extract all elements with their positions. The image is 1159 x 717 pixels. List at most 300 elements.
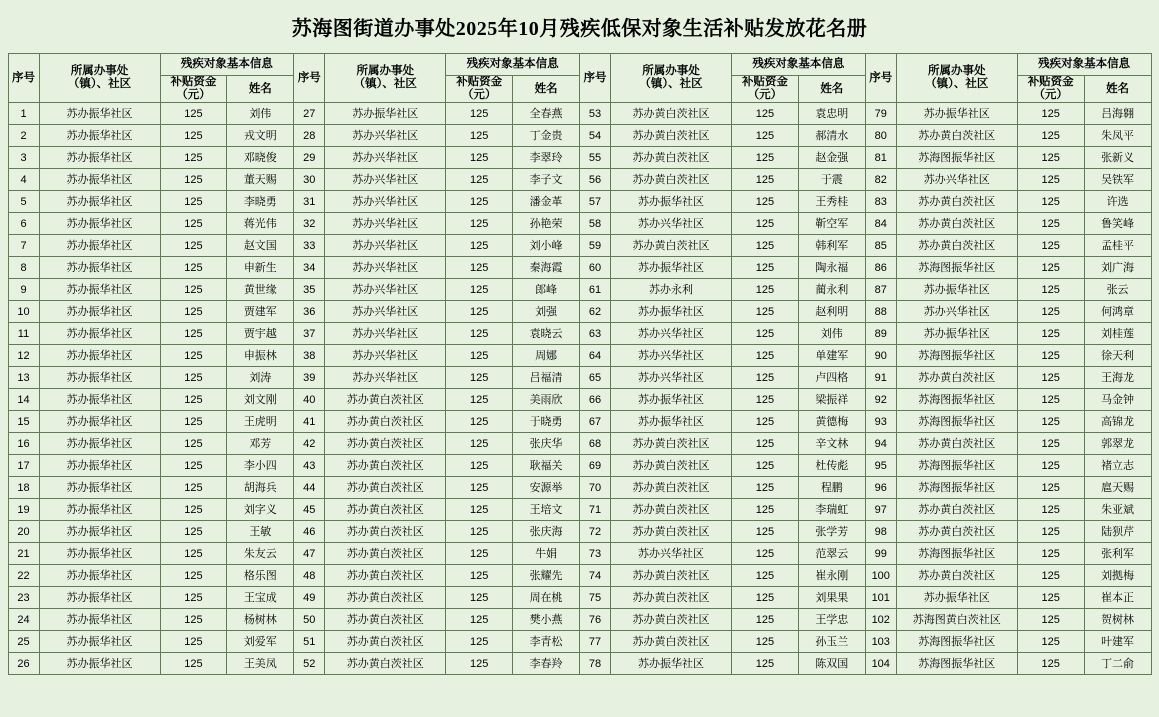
cell-amount-4: 125 — [1017, 213, 1084, 235]
cell-org-1: 苏办振华社区 — [39, 213, 160, 235]
cell-amount-1: 125 — [160, 499, 227, 521]
cell-amount-4: 125 — [1017, 411, 1084, 433]
cell-index-2: 50 — [294, 609, 325, 631]
cell-index-1: 10 — [8, 301, 39, 323]
table-row — [8, 389, 1151, 411]
cell-index-4: 104 — [865, 653, 896, 675]
cell-index-2: 32 — [294, 213, 325, 235]
header-group-1: 残疾对象基本信息 — [160, 54, 294, 76]
table-row — [8, 279, 1151, 301]
cell-index-2: 48 — [294, 565, 325, 587]
cell-org-4: 苏海图振华社区 — [896, 147, 1017, 169]
cell-index-2: 39 — [294, 367, 325, 389]
cell-name-1: 申振林 — [227, 345, 294, 367]
cell-index-1: 26 — [8, 653, 39, 675]
cell-name-2: 李子文 — [513, 169, 580, 191]
cell-org-2: 苏办兴华社区 — [325, 279, 446, 301]
cell-name-4: 高锦龙 — [1084, 411, 1151, 433]
cell-amount-2: 125 — [446, 653, 513, 675]
cell-name-1: 李晓勇 — [227, 191, 294, 213]
cell-amount-1: 125 — [160, 103, 227, 125]
cell-amount-4: 125 — [1017, 323, 1084, 345]
cell-name-1: 格乐图 — [227, 565, 294, 587]
cell-name-3: 赵金强 — [798, 147, 865, 169]
cell-index-3: 55 — [580, 147, 611, 169]
cell-amount-4: 125 — [1017, 103, 1084, 125]
cell-amount-4: 125 — [1017, 565, 1084, 587]
cell-amount-1: 125 — [160, 631, 227, 653]
cell-amount-3: 125 — [732, 411, 799, 433]
cell-index-1: 12 — [8, 345, 39, 367]
cell-amount-4: 125 — [1017, 499, 1084, 521]
cell-name-1: 董天赐 — [227, 169, 294, 191]
cell-name-3: 蔺永利 — [798, 279, 865, 301]
table-row — [8, 455, 1151, 477]
cell-org-3: 苏办兴华社区 — [611, 543, 732, 565]
cell-org-3: 苏办兴华社区 — [611, 213, 732, 235]
cell-org-2: 苏办黄白茨社区 — [325, 587, 446, 609]
cell-amount-3: 125 — [732, 653, 799, 675]
cell-name-4: 吴铁军 — [1084, 169, 1151, 191]
cell-org-3: 苏办振华社区 — [611, 191, 732, 213]
cell-org-4: 苏海图振华社区 — [896, 257, 1017, 279]
cell-org-4: 苏办黄白茨社区 — [896, 499, 1017, 521]
cell-index-4: 96 — [865, 477, 896, 499]
cell-org-1: 苏办振华社区 — [39, 345, 160, 367]
cell-name-3: 张学芳 — [798, 521, 865, 543]
cell-amount-2: 125 — [446, 455, 513, 477]
cell-name-3: 杜传彪 — [798, 455, 865, 477]
cell-name-2: 王培文 — [513, 499, 580, 521]
header-group-3: 残疾对象基本信息 — [732, 54, 866, 76]
header-amount-line2-2: （元） — [461, 89, 497, 102]
cell-index-2: 45 — [294, 499, 325, 521]
cell-index-4: 93 — [865, 411, 896, 433]
table-row — [8, 477, 1151, 499]
cell-org-3: 苏办永利 — [611, 279, 732, 301]
cell-amount-1: 125 — [160, 257, 227, 279]
table-body — [8, 103, 1151, 675]
cell-amount-1: 125 — [160, 323, 227, 345]
cell-index-1: 25 — [8, 631, 39, 653]
cell-name-2: 吕福清 — [513, 367, 580, 389]
cell-index-2: 42 — [294, 433, 325, 455]
cell-amount-1: 125 — [160, 235, 227, 257]
cell-org-1: 苏办振华社区 — [39, 433, 160, 455]
cell-index-4: 101 — [865, 587, 896, 609]
cell-amount-2: 125 — [446, 389, 513, 411]
cell-amount-2: 125 — [446, 345, 513, 367]
cell-org-3: 苏办黄白茨社区 — [611, 521, 732, 543]
cell-org-3: 苏办黄白茨社区 — [611, 499, 732, 521]
header-name-2: 姓名 — [513, 76, 580, 103]
header-org-2 — [325, 54, 446, 103]
cell-index-1: 15 — [8, 411, 39, 433]
cell-name-2: 耿福关 — [513, 455, 580, 477]
table-row — [8, 345, 1151, 367]
cell-name-2: 安源举 — [513, 477, 580, 499]
cell-index-3: 57 — [580, 191, 611, 213]
cell-amount-1: 125 — [160, 543, 227, 565]
cell-index-3: 78 — [580, 653, 611, 675]
cell-org-1: 苏办振华社区 — [39, 477, 160, 499]
cell-index-2: 51 — [294, 631, 325, 653]
cell-name-1: 贾建军 — [227, 301, 294, 323]
cell-name-3: 崔永刚 — [798, 565, 865, 587]
cell-index-2: 30 — [294, 169, 325, 191]
cell-amount-2: 125 — [446, 147, 513, 169]
cell-org-4: 苏办黄白茨社区 — [896, 125, 1017, 147]
cell-name-4: 王海龙 — [1084, 367, 1151, 389]
header-org-line2-1: （镇）、社区 — [67, 78, 132, 91]
cell-name-3: 李瑞虹 — [798, 499, 865, 521]
cell-org-1: 苏办振华社区 — [39, 411, 160, 433]
cell-org-4: 苏办振华社区 — [896, 279, 1017, 301]
cell-name-3: 刘果果 — [798, 587, 865, 609]
cell-amount-3: 125 — [732, 587, 799, 609]
cell-index-4: 84 — [865, 213, 896, 235]
cell-index-3: 61 — [580, 279, 611, 301]
cell-org-3: 苏办黄白茨社区 — [611, 565, 732, 587]
cell-amount-3: 125 — [732, 609, 799, 631]
cell-name-1: 刘涛 — [227, 367, 294, 389]
cell-name-2: 袁晓云 — [513, 323, 580, 345]
header-group-2: 残疾对象基本信息 — [446, 54, 580, 76]
cell-index-1: 4 — [8, 169, 39, 191]
cell-name-2: 秦海霞 — [513, 257, 580, 279]
cell-org-2: 苏办兴华社区 — [325, 169, 446, 191]
cell-amount-4: 125 — [1017, 521, 1084, 543]
cell-name-2: 樊小燕 — [513, 609, 580, 631]
table-row — [8, 565, 1151, 587]
cell-index-2: 31 — [294, 191, 325, 213]
cell-amount-4: 125 — [1017, 257, 1084, 279]
header-group-4: 残疾对象基本信息 — [1017, 54, 1151, 76]
cell-index-4: 99 — [865, 543, 896, 565]
table-row — [8, 609, 1151, 631]
header-amount-3 — [732, 76, 799, 103]
table-row — [8, 543, 1151, 565]
cell-index-3: 56 — [580, 169, 611, 191]
cell-org-3: 苏办黄白茨社区 — [611, 609, 732, 631]
cell-name-2: 丁金贵 — [513, 125, 580, 147]
cell-org-2: 苏办兴华社区 — [325, 345, 446, 367]
cell-amount-1: 125 — [160, 455, 227, 477]
cell-name-3: 韩利军 — [798, 235, 865, 257]
cell-amount-2: 125 — [446, 103, 513, 125]
cell-amount-2: 125 — [446, 301, 513, 323]
cell-index-4: 87 — [865, 279, 896, 301]
cell-amount-1: 125 — [160, 587, 227, 609]
cell-org-1: 苏办振华社区 — [39, 521, 160, 543]
cell-name-3: 靳空军 — [798, 213, 865, 235]
cell-name-3: 梁振祥 — [798, 389, 865, 411]
cell-index-4: 86 — [865, 257, 896, 279]
cell-index-2: 49 — [294, 587, 325, 609]
cell-org-4: 苏办黄白茨社区 — [896, 433, 1017, 455]
cell-amount-3: 125 — [732, 147, 799, 169]
cell-org-4: 苏办兴华社区 — [896, 301, 1017, 323]
cell-org-1: 苏办振华社区 — [39, 367, 160, 389]
table-row — [8, 411, 1151, 433]
cell-org-4: 苏海图振华社区 — [896, 345, 1017, 367]
cell-name-3: 卢四格 — [798, 367, 865, 389]
cell-org-4: 苏办黄白茨社区 — [896, 367, 1017, 389]
header-amount-line2-3: （元） — [747, 89, 783, 102]
cell-amount-3: 125 — [732, 323, 799, 345]
cell-org-1: 苏办振华社区 — [39, 323, 160, 345]
table-row — [8, 521, 1151, 543]
header-amount-line2-4: （元） — [1033, 89, 1068, 102]
cell-name-1: 戎文明 — [227, 125, 294, 147]
cell-org-2: 苏办黄白茨社区 — [325, 609, 446, 631]
cell-org-3: 苏办黄白茨社区 — [611, 169, 732, 191]
cell-org-3: 苏办振华社区 — [611, 257, 732, 279]
cell-index-4: 95 — [865, 455, 896, 477]
header-name-3: 姓名 — [798, 76, 865, 103]
cell-amount-4: 125 — [1017, 147, 1084, 169]
table-row — [8, 103, 1151, 125]
cell-name-4: 吕海翱 — [1084, 103, 1151, 125]
cell-name-2: 于晓勇 — [513, 411, 580, 433]
cell-org-3: 苏办黄白茨社区 — [611, 433, 732, 455]
header-org-line2-2: （镇）、社区 — [353, 78, 417, 91]
cell-amount-2: 125 — [446, 587, 513, 609]
cell-index-1: 13 — [8, 367, 39, 389]
cell-name-1: 王敏 — [227, 521, 294, 543]
cell-amount-1: 125 — [160, 477, 227, 499]
cell-amount-2: 125 — [446, 477, 513, 499]
cell-org-1: 苏办振华社区 — [39, 191, 160, 213]
cell-index-2: 52 — [294, 653, 325, 675]
cell-org-3: 苏办黄白茨社区 — [611, 587, 732, 609]
cell-amount-2: 125 — [446, 499, 513, 521]
cell-org-2: 苏办兴华社区 — [325, 147, 446, 169]
cell-org-3: 苏办振华社区 — [611, 411, 732, 433]
cell-name-3: 郝清水 — [798, 125, 865, 147]
cell-name-2: 孙艳荣 — [513, 213, 580, 235]
table-row — [8, 125, 1151, 147]
cell-name-3: 陶永福 — [798, 257, 865, 279]
cell-name-2: 牛娟 — [513, 543, 580, 565]
cell-amount-2: 125 — [446, 191, 513, 213]
cell-org-3: 苏办兴华社区 — [611, 345, 732, 367]
header-amount-line1-1: 补贴资金 — [170, 76, 217, 88]
cell-name-2: 李翠玲 — [513, 147, 580, 169]
cell-org-1: 苏办振华社区 — [39, 455, 160, 477]
header-org-4 — [896, 54, 1017, 103]
cell-name-1: 刘伟 — [227, 103, 294, 125]
cell-amount-4: 125 — [1017, 543, 1084, 565]
cell-amount-1: 125 — [160, 565, 227, 587]
cell-name-1: 朱友云 — [227, 543, 294, 565]
header-amount-line1-4: 补贴资金 — [1027, 76, 1074, 88]
cell-name-4: 陆狈芹 — [1084, 521, 1151, 543]
cell-org-1: 苏办振华社区 — [39, 147, 160, 169]
cell-name-4: 孟桂平 — [1084, 235, 1151, 257]
cell-org-4: 苏海图振华社区 — [896, 455, 1017, 477]
cell-name-4: 朱凤平 — [1084, 125, 1151, 147]
cell-amount-2: 125 — [446, 631, 513, 653]
cell-name-3: 范翠云 — [798, 543, 865, 565]
header-org-line1-4: 所属办事处 — [928, 65, 986, 77]
cell-amount-4: 125 — [1017, 235, 1084, 257]
cell-amount-4: 125 — [1017, 455, 1084, 477]
cell-org-3: 苏办黄白茨社区 — [611, 125, 732, 147]
header-amount-2 — [446, 76, 513, 103]
header-amount-line1-3: 补贴资金 — [741, 76, 788, 88]
cell-index-3: 53 — [580, 103, 611, 125]
cell-index-2: 40 — [294, 389, 325, 411]
cell-name-2: 刘强 — [513, 301, 580, 323]
cell-index-1: 17 — [8, 455, 39, 477]
cell-index-1: 16 — [8, 433, 39, 455]
cell-name-4: 许选 — [1084, 191, 1151, 213]
cell-name-4: 徐天利 — [1084, 345, 1151, 367]
cell-index-1: 9 — [8, 279, 39, 301]
header-name-1: 姓名 — [227, 76, 294, 103]
cell-amount-1: 125 — [160, 125, 227, 147]
cell-org-2: 苏办兴华社区 — [325, 191, 446, 213]
table-row — [8, 235, 1151, 257]
cell-amount-4: 125 — [1017, 191, 1084, 213]
cell-index-4: 89 — [865, 323, 896, 345]
cell-org-3: 苏办黄白茨社区 — [611, 631, 732, 653]
cell-org-4: 苏海图振华社区 — [896, 653, 1017, 675]
cell-index-2: 27 — [294, 103, 325, 125]
cell-name-3: 袁忠明 — [798, 103, 865, 125]
header-org-line1-3: 所属办事处 — [642, 65, 700, 77]
cell-org-2: 苏办兴华社区 — [325, 213, 446, 235]
cell-index-2: 29 — [294, 147, 325, 169]
cell-org-4: 苏海图振华社区 — [896, 543, 1017, 565]
cell-index-1: 19 — [8, 499, 39, 521]
cell-org-2: 苏办黄白茨社区 — [325, 477, 446, 499]
cell-index-3: 62 — [580, 301, 611, 323]
cell-index-4: 85 — [865, 235, 896, 257]
cell-org-4: 苏办振华社区 — [896, 323, 1017, 345]
table-row — [8, 433, 1151, 455]
cell-amount-3: 125 — [732, 213, 799, 235]
cell-index-2: 37 — [294, 323, 325, 345]
cell-org-4: 苏海图振华社区 — [896, 389, 1017, 411]
cell-name-2: 美雨欣 — [513, 389, 580, 411]
cell-amount-3: 125 — [732, 499, 799, 521]
cell-org-4: 苏办黄白茨社区 — [896, 213, 1017, 235]
cell-name-2: 张庆海 — [513, 521, 580, 543]
cell-name-1: 王虎明 — [227, 411, 294, 433]
cell-name-2: 潘金革 — [513, 191, 580, 213]
cell-index-4: 88 — [865, 301, 896, 323]
cell-name-3: 陈双国 — [798, 653, 865, 675]
header-amount-line2-1: （元） — [176, 89, 211, 102]
cell-index-4: 79 — [865, 103, 896, 125]
cell-amount-4: 125 — [1017, 631, 1084, 653]
cell-index-4: 100 — [865, 565, 896, 587]
cell-amount-3: 125 — [732, 169, 799, 191]
cell-index-3: 73 — [580, 543, 611, 565]
cell-org-2: 苏办兴华社区 — [325, 257, 446, 279]
cell-amount-1: 125 — [160, 191, 227, 213]
cell-name-2: 全春燕 — [513, 103, 580, 125]
cell-amount-3: 125 — [732, 565, 799, 587]
cell-index-3: 71 — [580, 499, 611, 521]
cell-index-4: 98 — [865, 521, 896, 543]
header-index-4: 序号 — [865, 54, 896, 103]
cell-org-3: 苏办黄白茨社区 — [611, 147, 732, 169]
cell-name-4: 叶建军 — [1084, 631, 1151, 653]
cell-name-3: 单建军 — [798, 345, 865, 367]
cell-amount-4: 125 — [1017, 279, 1084, 301]
header-org-3 — [611, 54, 732, 103]
cell-name-1: 李小四 — [227, 455, 294, 477]
cell-index-1: 6 — [8, 213, 39, 235]
cell-org-1: 苏办振华社区 — [39, 125, 160, 147]
cell-name-4: 张利军 — [1084, 543, 1151, 565]
cell-org-3: 苏办振华社区 — [611, 301, 732, 323]
cell-index-2: 47 — [294, 543, 325, 565]
cell-index-3: 60 — [580, 257, 611, 279]
cell-name-1: 胡海兵 — [227, 477, 294, 499]
cell-name-4: 刘广海 — [1084, 257, 1151, 279]
cell-org-1: 苏办振华社区 — [39, 389, 160, 411]
cell-name-1: 蒋光伟 — [227, 213, 294, 235]
header-name-4: 姓名 — [1084, 76, 1151, 103]
cell-index-2: 44 — [294, 477, 325, 499]
cell-org-4: 苏海图振华社区 — [896, 411, 1017, 433]
cell-amount-3: 125 — [732, 389, 799, 411]
cell-index-2: 43 — [294, 455, 325, 477]
table-row — [8, 147, 1151, 169]
cell-index-3: 64 — [580, 345, 611, 367]
cell-amount-2: 125 — [446, 125, 513, 147]
cell-index-1: 11 — [8, 323, 39, 345]
cell-name-1: 杨树林 — [227, 609, 294, 631]
cell-org-3: 苏办黄白茨社区 — [611, 235, 732, 257]
cell-name-1: 贾宇越 — [227, 323, 294, 345]
cell-org-2: 苏办黄白茨社区 — [325, 521, 446, 543]
header-index-1: 序号 — [8, 54, 39, 103]
table-row — [8, 169, 1151, 191]
cell-index-2: 33 — [294, 235, 325, 257]
header-org-line2-4: （镇）、社区 — [925, 78, 989, 91]
cell-amount-4: 125 — [1017, 477, 1084, 499]
header-org-line1-2: 所属办事处 — [356, 65, 414, 77]
cell-index-2: 46 — [294, 521, 325, 543]
cell-amount-3: 125 — [732, 191, 799, 213]
cell-name-1: 王美凤 — [227, 653, 294, 675]
cell-index-1: 1 — [8, 103, 39, 125]
cell-index-2: 38 — [294, 345, 325, 367]
cell-org-4: 苏办黄白茨社区 — [896, 191, 1017, 213]
cell-org-2: 苏办兴华社区 — [325, 235, 446, 257]
cell-amount-2: 125 — [446, 169, 513, 191]
cell-org-1: 苏办振华社区 — [39, 169, 160, 191]
cell-index-1: 22 — [8, 565, 39, 587]
header-amount-1 — [160, 76, 227, 103]
cell-amount-2: 125 — [446, 565, 513, 587]
cell-amount-2: 125 — [446, 257, 513, 279]
cell-org-2: 苏办黄白茨社区 — [325, 433, 446, 455]
cell-name-2: 刘小峰 — [513, 235, 580, 257]
cell-org-4: 苏海图振华社区 — [896, 477, 1017, 499]
cell-name-3: 辛文林 — [798, 433, 865, 455]
cell-name-4: 鲁笑峰 — [1084, 213, 1151, 235]
cell-org-1: 苏办振华社区 — [39, 653, 160, 675]
table-row — [8, 499, 1151, 521]
cell-name-4: 郭翠龙 — [1084, 433, 1151, 455]
cell-name-1: 王宝成 — [227, 587, 294, 609]
